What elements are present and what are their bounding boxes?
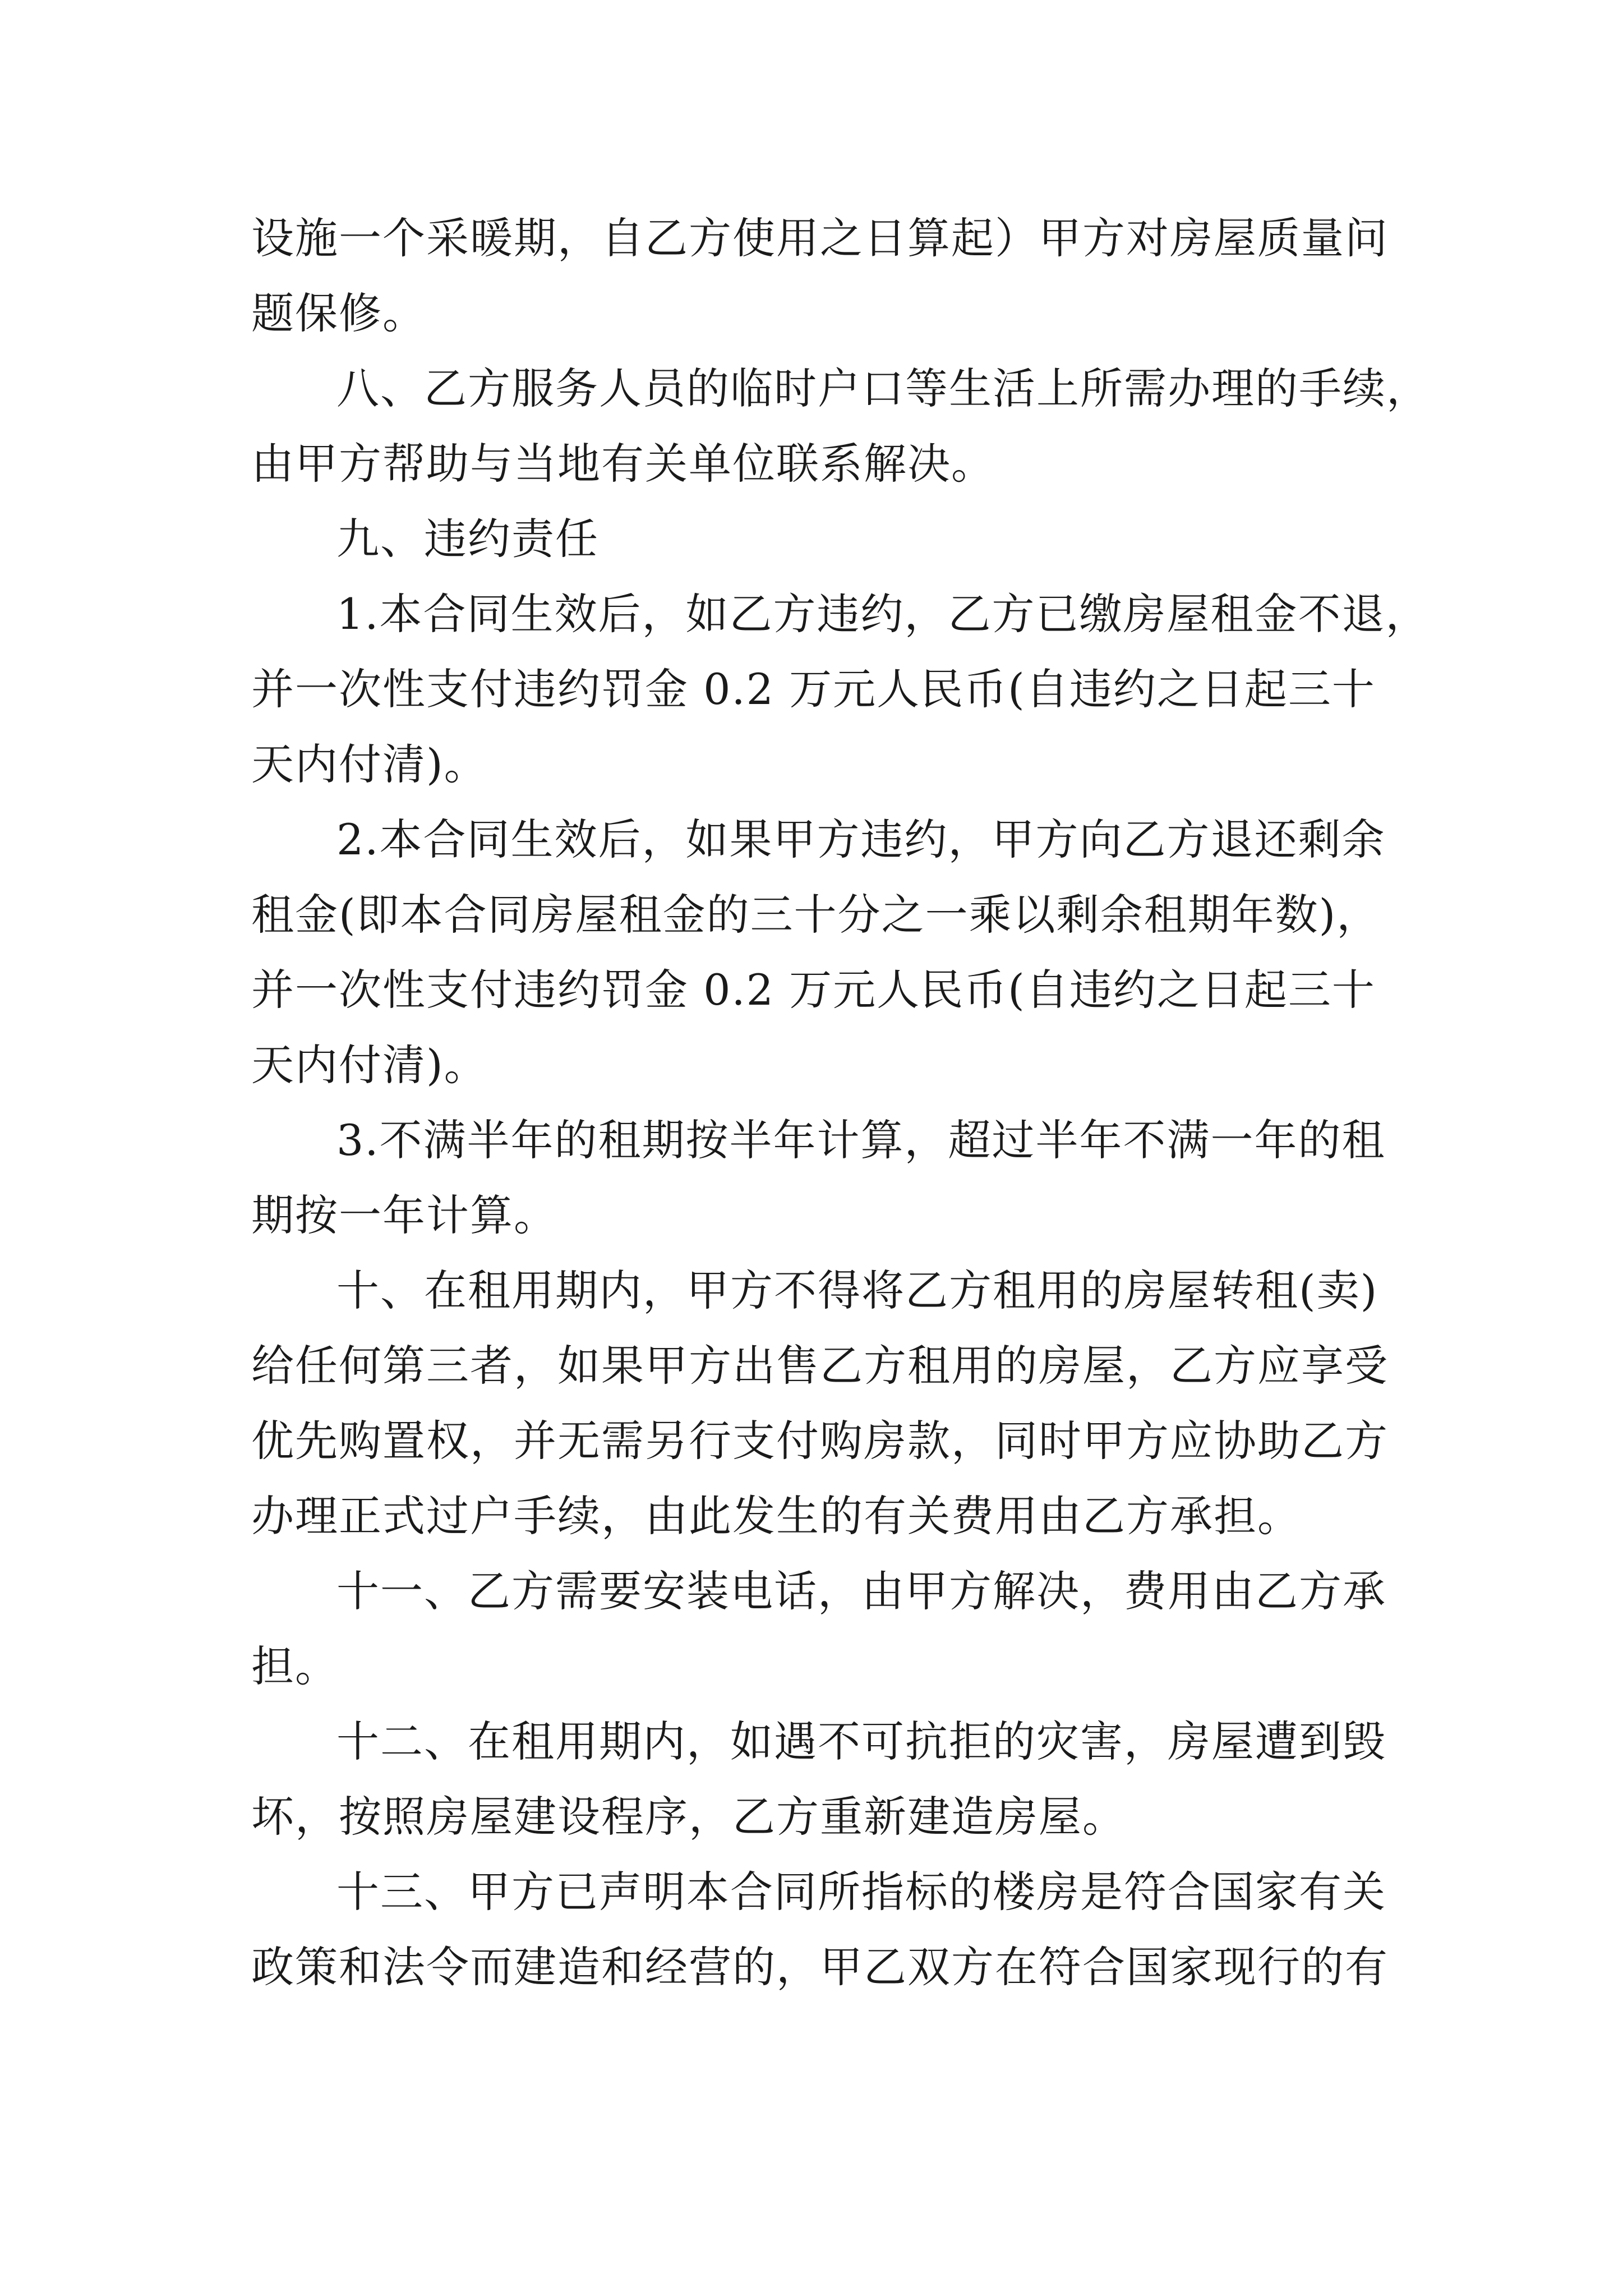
text-line: 1.本合同生效后，如乙方违约，乙方已缴房屋租金不退， [336,589,1430,639]
text-line: 期按一年计算。 [251,1190,557,1240]
text-line: 办理正式过户手续，由此发生的有关费用由乙方承担。 [251,1491,1301,1541]
paragraph-clause-11 [251,1554,1386,1704]
paragraph-clause-9-3 [251,1103,1386,1253]
paragraph-clause-12 [251,1704,1386,1855]
text-line: 十一、乙方需要安装电话，由甲方解决，费用由乙方承 [336,1566,1386,1616]
text-line: 天内付清)。 [251,739,488,789]
paragraph-continued [251,201,1389,351]
text-line: 并一次性支付违约罚金 0.2 万元人民币(自违约之日起三十 [251,965,1376,1015]
text-line: 十三、甲方已声明本合同所指标的楼房是符合国家有关 [336,1867,1386,1917]
text-line: 十、在租用期内，甲方不得将乙方租用的房屋转租(卖) [336,1266,1378,1315]
text-line: 天内付清)。 [251,1040,488,1090]
text-line: 十二、在租用期内，如遇不可抗拒的灾害，房屋遭到毁 [336,1717,1386,1766]
text-line: 题保修。 [251,288,426,338]
text-line: 租金(即本合同房屋租金的三十分之一乘以剩余租期年数)， [251,890,1381,940]
paragraph-clause-13 [251,1855,1389,2005]
text-line: 设施一个采暖期，自乙方使用之日算起）甲方对房屋质量问 [251,213,1389,263]
text-line: 2.本合同生效后，如果甲方违约，甲方向乙方退还剩余 [336,815,1386,864]
text-line: 坏，按照房屋建设程序，乙方重新建造房屋。 [251,1792,1126,1842]
text-line: 由甲方帮助与当地有关单位联系解决。 [251,439,995,489]
text-line: 给任何第三者，如果甲方出售乙方租用的房屋，乙方应享受 [251,1341,1389,1391]
text-line: 担。 [251,1641,339,1691]
paragraph-clause-9-1 [251,577,1430,802]
section-heading: 九、违约责任 [336,514,599,564]
text-line: 3.不满半年的租期按半年计算，超过半年不满一年的租 [336,1115,1386,1165]
document-body [251,201,1430,2005]
text-line: 八、乙方服务人员的临时户口等生活上所需办理的手续， [336,364,1430,413]
paragraph-clause-9-heading [251,501,1373,577]
paragraph-clause-10 [251,1253,1389,1554]
text-line: 政策和法令而建造和经营的，甲乙双方在符合国家现行的有 [251,1942,1389,1992]
paragraph-clause-9-2 [251,802,1386,1103]
text-line: 并一次性支付违约罚金 0.2 万元人民币(自违约之日起三十 [251,664,1376,714]
text-line: 优先购置权，并无需另行支付购房款，同时甲方应协助乙方 [251,1416,1389,1466]
paragraph-clause-8 [251,351,1430,501]
